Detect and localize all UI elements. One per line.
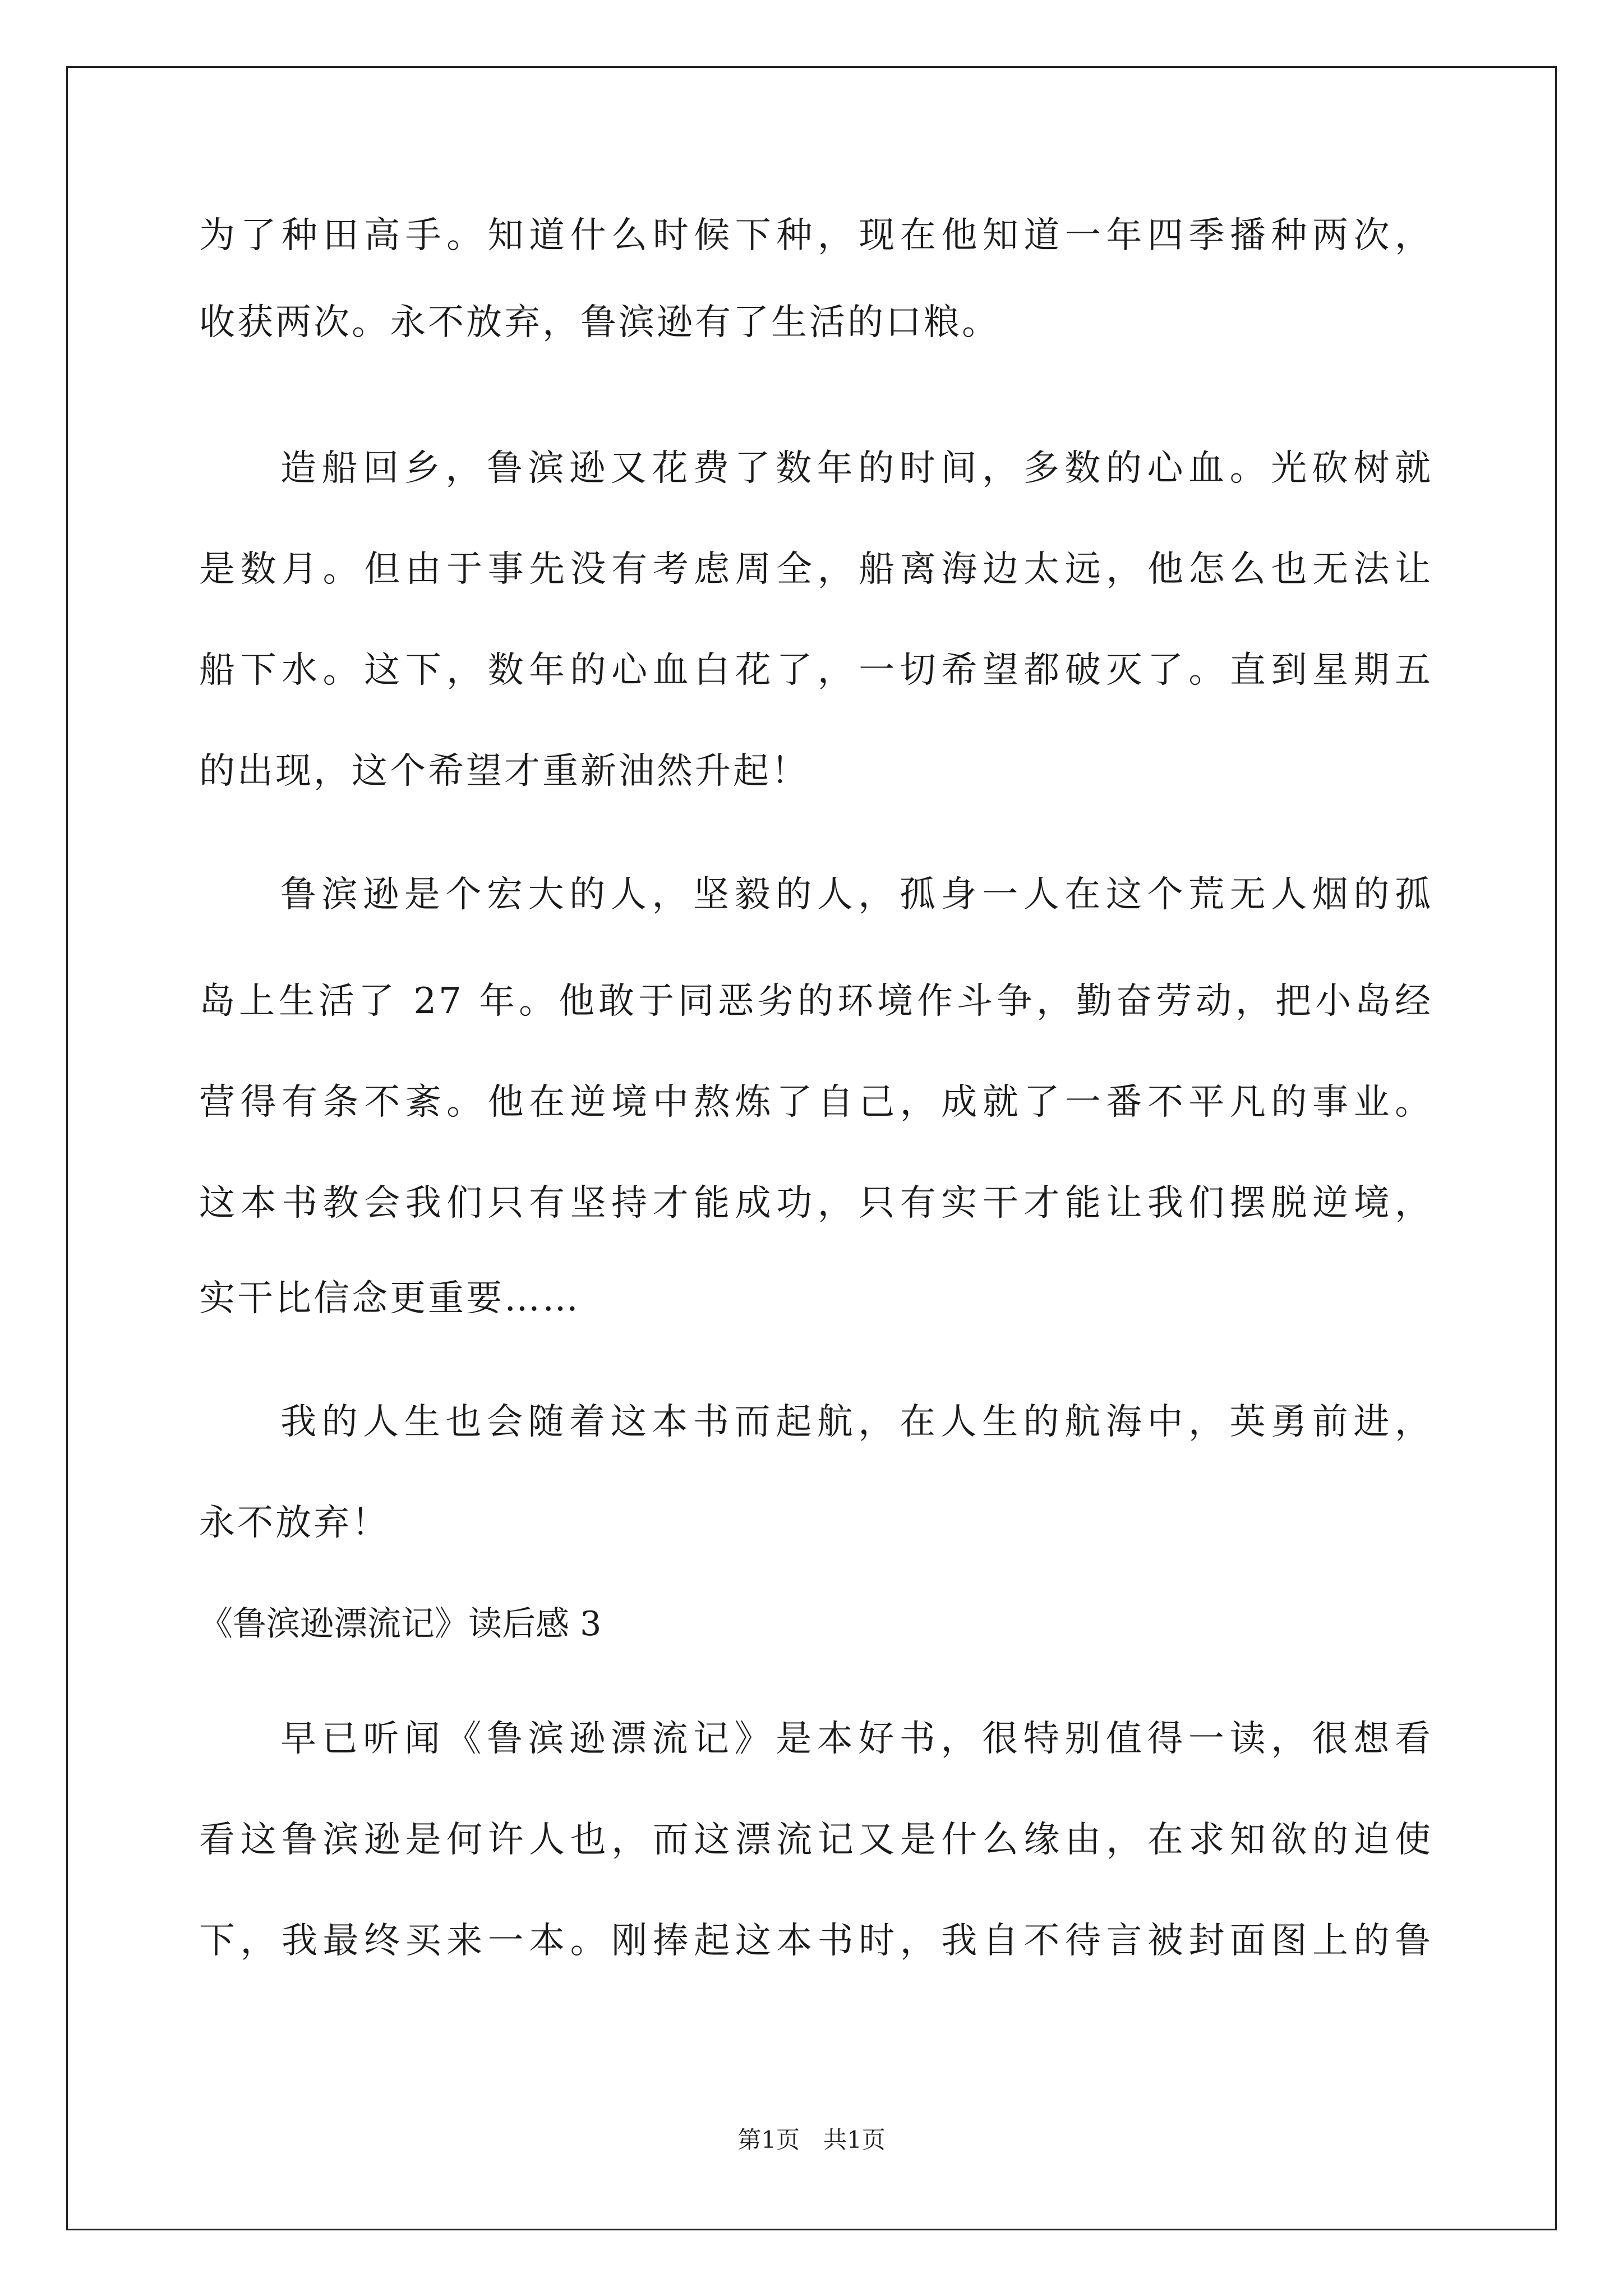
text-line-5: 船下水。这下，数年的心血白花了，一切希望都破灭了。直到星期五 — [199, 650, 1433, 691]
text-line-7: 鲁滨逊是个宏大的人，坚毅的人，孤身一人在这个荒无人烟的孤 — [280, 874, 1433, 915]
text-line-8: 岛上生活了 27 年。他敢于同恶劣的环境作斗争，勤奋劳动，把小岛经 — [199, 981, 1433, 1022]
section-heading: 《鲁滨逊漂流记》读后感 3 — [199, 1604, 602, 1644]
text-line-3: 造船回乡，鲁滨逊又花费了数年的时间，多数的心血。光砍树就 — [280, 448, 1433, 489]
text-line-17: 下，我最终买来一本。刚捧起这本书时，我自不待言被封面图上的鲁 — [199, 1920, 1433, 1962]
text-line-13: 永不放弃！ — [199, 1502, 390, 1544]
text-line-1: 为了种田高手。知道什么时候下种，现在他知道一年四季播种两次， — [199, 215, 1433, 256]
text-line-16: 看这鲁滨逊是何许人也，而这漂流记又是什么缘由，在求知欲的迫使 — [199, 1819, 1433, 1861]
text-line-6: 的出现，这个希望才重新油然升起！ — [199, 751, 809, 792]
text-line-12: 我的人生也会随着这本书而起航，在人生的航海中，英勇前进， — [280, 1401, 1433, 1443]
text-line-4: 是数月。但由于事先没有考虑周全，船离海边太远，他怎么也无法让 — [199, 549, 1433, 590]
text-line-9: 营得有条不紊。他在逆境中熬炼了自己，成就了一番不平凡的事业。 — [199, 1082, 1433, 1123]
text-line-2: 收获两次。永不放弃，鲁滨逊有了生活的口粮。 — [199, 302, 1000, 343]
text-line-11: 实干比信念更重要…… — [199, 1278, 580, 1319]
text-line-10: 这本书教会我们只有坚持才能成功，只有实干才能让我们摆脱逆境， — [199, 1182, 1433, 1224]
text-line-15: 早已听闻《鲁滨逊漂流记》是本好书，很特别值得一读，很想看 — [280, 1718, 1433, 1760]
page-border — [66, 66, 1557, 2230]
page-footer: 第1页 共1页 — [737, 2126, 886, 2154]
